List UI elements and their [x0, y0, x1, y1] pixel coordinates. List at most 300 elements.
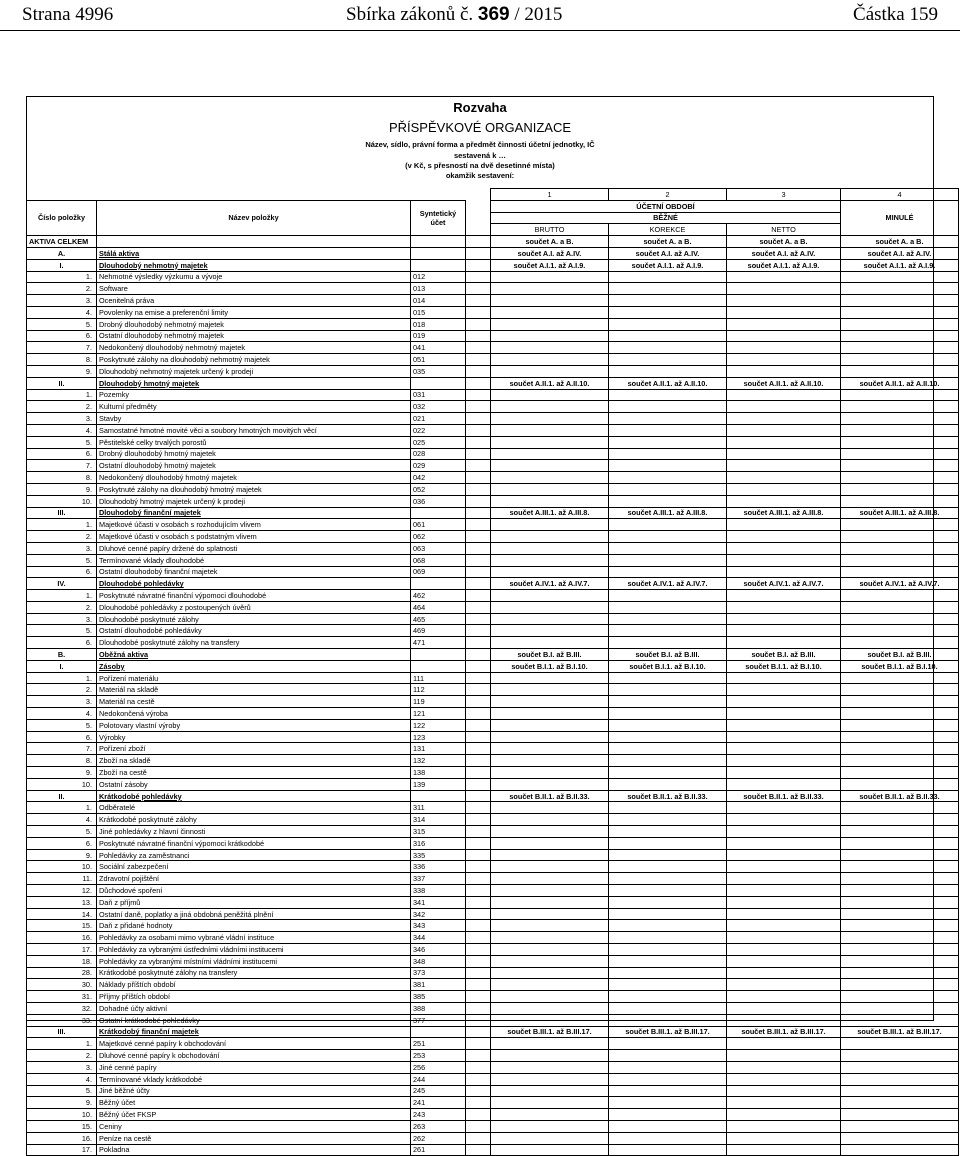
item-row [27, 495, 959, 507]
value-cell: součet B.I. až B.III. [727, 649, 841, 661]
row-account: 337 [411, 873, 466, 885]
row-label: Poskytnuté návratné finanční výpomoci dlouhodobé [97, 590, 411, 602]
item-row [27, 932, 959, 944]
value-cell [841, 873, 959, 885]
value-cell [727, 271, 841, 283]
row-account [411, 790, 466, 802]
value-cell [727, 955, 841, 967]
value-cell [727, 1050, 841, 1062]
value-cell [727, 613, 841, 625]
row-label: Krátkodobé poskytnuté zálohy [97, 814, 411, 826]
value-cell [491, 719, 609, 731]
value-cell [727, 354, 841, 366]
value-cell [727, 460, 841, 472]
row-label: Nedokončený dlouhodobý nehmotný majetek [97, 342, 411, 354]
section-row [27, 377, 959, 389]
row-spacer [466, 920, 491, 932]
row-number: 3. [27, 696, 97, 708]
row-account: 028 [411, 448, 466, 460]
value-cell: součet A.IV.1. až A.IV.7. [609, 578, 727, 590]
value-cell [841, 1085, 959, 1097]
value-cell [841, 908, 959, 920]
value-cell [609, 1144, 727, 1156]
row-spacer [466, 672, 491, 684]
column-number: 1 [491, 189, 609, 201]
row-label: Nehmotné výsledky výzkumu a vývoje [97, 271, 411, 283]
row-account: 262 [411, 1132, 466, 1144]
row-label: Ceniny [97, 1120, 411, 1132]
value-cell [609, 755, 727, 767]
value-cell [491, 519, 609, 531]
issue-number: Částka 159 [853, 4, 938, 25]
value-cell [727, 566, 841, 578]
row-number: 10. [27, 861, 97, 873]
item-row [27, 330, 959, 342]
item-row [27, 755, 959, 767]
row-account: 335 [411, 849, 466, 861]
value-cell [841, 306, 959, 318]
value-cell [727, 448, 841, 460]
value-cell [491, 1073, 609, 1085]
item-row [27, 944, 959, 956]
row-label: Ostatní dlouhodobý finanční majetek [97, 566, 411, 578]
row-spacer [466, 991, 491, 1003]
value-cell: součet A. a B. [609, 236, 727, 248]
row-number: 33. [27, 1014, 97, 1026]
value-cell [609, 495, 727, 507]
row-number: 13. [27, 896, 97, 908]
row-account: 063 [411, 542, 466, 554]
row-spacer [466, 625, 491, 637]
row-spacer [466, 908, 491, 920]
value-cell [727, 365, 841, 377]
row-account: 123 [411, 731, 466, 743]
row-account: 036 [411, 495, 466, 507]
value-cell [491, 814, 609, 826]
row-spacer [466, 566, 491, 578]
row-label: Ocenitelná práva [97, 295, 411, 307]
row-label: Software [97, 283, 411, 295]
value-cell [727, 967, 841, 979]
row-number: 9. [27, 365, 97, 377]
value-cell [841, 1097, 959, 1109]
section-row [27, 660, 959, 672]
value-cell [841, 283, 959, 295]
row-label: Pokladna [97, 1144, 411, 1156]
row-spacer [466, 743, 491, 755]
row-account: 021 [411, 413, 466, 425]
value-cell [491, 495, 609, 507]
row-account: 245 [411, 1085, 466, 1097]
row-number: A. [27, 247, 97, 259]
row-number: 2. [27, 1050, 97, 1062]
row-number: 4. [27, 814, 97, 826]
value-cell [727, 1144, 841, 1156]
row-spacer [466, 507, 491, 519]
row-number: B. [27, 649, 97, 661]
row-account: 471 [411, 637, 466, 649]
value-cell [841, 472, 959, 484]
value-cell: součet A.I.1. až A.I.9. [841, 259, 959, 271]
value-cell [841, 271, 959, 283]
value-cell [727, 1097, 841, 1109]
value-cell [609, 885, 727, 897]
item-row [27, 767, 959, 779]
value-cell [841, 1038, 959, 1050]
row-label: Kulturní předměty [97, 401, 411, 413]
row-number: II. [27, 790, 97, 802]
value-cell [841, 295, 959, 307]
value-cell [491, 967, 609, 979]
row-label: Polotovary vlastní výroby [97, 719, 411, 731]
row-spacer [466, 590, 491, 602]
row-spacer [466, 271, 491, 283]
value-cell [609, 554, 727, 566]
value-cell [841, 920, 959, 932]
value-cell: součet A.III.1. až A.III.8. [727, 507, 841, 519]
row-label: Termínované vklady krátkodobé [97, 1073, 411, 1085]
row-label: Dohadné účty aktivní [97, 1002, 411, 1014]
value-cell [841, 330, 959, 342]
row-number: 1. [27, 802, 97, 814]
value-cell [841, 460, 959, 472]
value-cell [609, 531, 727, 543]
value-cell [609, 566, 727, 578]
value-cell [727, 896, 841, 908]
value-cell: součet A.IV.1. až A.IV.7. [491, 578, 609, 590]
value-cell [727, 1109, 841, 1121]
col-header-korekce: KOREKCE [609, 224, 727, 236]
col-header-current: BĚŽNÉ [491, 212, 841, 224]
row-spacer [466, 1050, 491, 1062]
value-cell [841, 401, 959, 413]
row-spacer [466, 318, 491, 330]
row-account: 012 [411, 271, 466, 283]
value-cell: součet A.I.1. až A.I.9. [609, 259, 727, 271]
value-cell [609, 814, 727, 826]
value-cell [609, 613, 727, 625]
row-spacer [466, 354, 491, 366]
row-account: 112 [411, 684, 466, 696]
row-account: 013 [411, 283, 466, 295]
value-cell [727, 944, 841, 956]
value-cell [841, 519, 959, 531]
value-cell [491, 448, 609, 460]
row-label: Peníze na cestě [97, 1132, 411, 1144]
row-spacer [466, 1120, 491, 1132]
value-cell [609, 1014, 727, 1026]
value-cell [609, 271, 727, 283]
section-row [27, 247, 959, 259]
value-cell [491, 1109, 609, 1121]
row-label: Ostatní zásoby [97, 778, 411, 790]
item-row [27, 708, 959, 720]
item-row [27, 684, 959, 696]
value-cell [491, 295, 609, 307]
value-cell [609, 967, 727, 979]
row-number: 31. [27, 991, 97, 1003]
row-account: 122 [411, 719, 466, 731]
section-row [27, 259, 959, 271]
row-label: Zdravotní pojištění [97, 873, 411, 885]
row-label: Materiál na skladě [97, 684, 411, 696]
value-cell [841, 837, 959, 849]
row-label: Drobný dlouhodobý hmotný majetek [97, 448, 411, 460]
row-account: 338 [411, 885, 466, 897]
item-row [27, 1144, 959, 1156]
row-account: 464 [411, 601, 466, 613]
row-label: Pořízení materiálu [97, 672, 411, 684]
row-spacer [466, 896, 491, 908]
value-cell [491, 731, 609, 743]
row-label: Výrobky [97, 731, 411, 743]
value-cell [491, 354, 609, 366]
item-row [27, 1085, 959, 1097]
item-row [27, 719, 959, 731]
row-number: 9. [27, 483, 97, 495]
item-row [27, 672, 959, 684]
value-cell: součet A.IV.1. až A.IV.7. [841, 578, 959, 590]
row-account: 031 [411, 389, 466, 401]
row-label: Jiné běžné účty [97, 1085, 411, 1097]
row-label: Majetkové účasti v osobách s rozhodujícím vlivem [97, 519, 411, 531]
row-account: 377 [411, 1014, 466, 1026]
value-cell [491, 401, 609, 413]
row-spacer [466, 413, 491, 425]
row-label: Dlouhodobý nehmotný majetek [97, 259, 411, 271]
row-number: 3. [27, 295, 97, 307]
value-cell [609, 731, 727, 743]
row-label: Dlouhodobé poskytnuté zálohy na transfery [97, 637, 411, 649]
row-spacer [466, 306, 491, 318]
row-number: 4. [27, 424, 97, 436]
item-row [27, 566, 959, 578]
value-cell [609, 979, 727, 991]
row-spacer [466, 696, 491, 708]
row-number: 2. [27, 283, 97, 295]
item-row [27, 342, 959, 354]
value-cell [727, 519, 841, 531]
value-cell: součet B.II.1. až B.II.33. [841, 790, 959, 802]
row-account: 062 [411, 531, 466, 543]
row-number: I. [27, 660, 97, 672]
row-account: 069 [411, 566, 466, 578]
row-label: Majetkové cenné papíry k obchodování [97, 1038, 411, 1050]
value-cell [727, 1061, 841, 1073]
value-cell [727, 342, 841, 354]
row-spacer [466, 247, 491, 259]
row-label: Ostatní daně, poplatky a jiná obdobná peněžitá plnění [97, 908, 411, 920]
value-cell: součet A.I.1. až A.I.9. [727, 259, 841, 271]
row-number: 1. [27, 389, 97, 401]
row-number: 6. [27, 731, 97, 743]
value-cell: součet A.I. až A.IV. [491, 247, 609, 259]
item-row [27, 554, 959, 566]
value-cell [609, 778, 727, 790]
row-account: 139 [411, 778, 466, 790]
value-cell [491, 849, 609, 861]
value-cell [841, 896, 959, 908]
row-label: Daň z příjmů [97, 896, 411, 908]
row-spacer [466, 259, 491, 271]
item-row [27, 1132, 959, 1144]
row-number: 16. [27, 1132, 97, 1144]
value-cell [609, 483, 727, 495]
item-row [27, 1109, 959, 1121]
row-number: 15. [27, 1120, 97, 1132]
row-spacer [466, 802, 491, 814]
col-header-name: Název položky [97, 200, 411, 235]
value-cell: součet A.III.1. až A.III.8. [491, 507, 609, 519]
value-cell [609, 767, 727, 779]
row-account: 029 [411, 460, 466, 472]
row-spacer [466, 365, 491, 377]
col-header-number: Číslo položky [27, 200, 97, 235]
row-number: 9. [27, 767, 97, 779]
row-account: 032 [411, 401, 466, 413]
value-cell [841, 542, 959, 554]
value-cell [841, 590, 959, 602]
value-cell [491, 554, 609, 566]
row-label: Poskytnuté návratné finanční výpomoci krátkodobé [97, 837, 411, 849]
collection-title [346, 4, 562, 26]
value-cell [609, 1085, 727, 1097]
row-number: 2. [27, 684, 97, 696]
value-cell: součet A.III.1. až A.III.8. [841, 507, 959, 519]
value-cell: součet A.I. až A.IV. [841, 247, 959, 259]
row-number: 8. [27, 354, 97, 366]
row-spacer [466, 778, 491, 790]
row-number: 4. [27, 708, 97, 720]
value-cell [491, 306, 609, 318]
row-label [97, 236, 411, 248]
row-label: Běžný účet [97, 1097, 411, 1109]
col-header-previous: MINULÉ [841, 200, 959, 235]
value-cell [727, 1085, 841, 1097]
row-account [411, 649, 466, 661]
item-row [27, 991, 959, 1003]
value-cell [609, 283, 727, 295]
row-number: 1. [27, 271, 97, 283]
page-header [0, 0, 960, 30]
row-account [411, 507, 466, 519]
row-number: III. [27, 1026, 97, 1038]
value-cell [609, 708, 727, 720]
column-number-row [27, 189, 959, 201]
row-account: 132 [411, 755, 466, 767]
row-account: 261 [411, 1144, 466, 1156]
row-label: Ostatní dlouhodobý nehmotný majetek [97, 330, 411, 342]
item-row [27, 436, 959, 448]
value-cell [491, 885, 609, 897]
value-cell: součet A.I. až A.IV. [609, 247, 727, 259]
value-cell: součet B.I.1. až B.I.10. [491, 660, 609, 672]
value-cell [609, 873, 727, 885]
row-account: 253 [411, 1050, 466, 1062]
item-row [27, 625, 959, 637]
value-cell [491, 991, 609, 1003]
row-number: 10. [27, 778, 97, 790]
value-cell [609, 401, 727, 413]
value-cell [727, 1132, 841, 1144]
row-number: 5. [27, 625, 97, 637]
value-cell [841, 389, 959, 401]
value-cell [841, 1120, 959, 1132]
value-cell [727, 696, 841, 708]
row-label: Běžný účet FKSP [97, 1109, 411, 1121]
value-cell [727, 495, 841, 507]
item-row [27, 896, 959, 908]
value-cell [727, 932, 841, 944]
value-cell [841, 802, 959, 814]
value-cell [609, 684, 727, 696]
row-spacer [466, 979, 491, 991]
item-row [27, 1050, 959, 1062]
col-header-period: ÚČETNÍ OBDOBÍ [491, 200, 841, 212]
row-number: 7. [27, 743, 97, 755]
item-row [27, 955, 959, 967]
row-spacer [466, 837, 491, 849]
value-cell [609, 1002, 727, 1014]
law-number: 369 [477, 4, 510, 25]
item-row [27, 365, 959, 377]
row-label: Pohledávky za vybranými místními vládními institucemi [97, 955, 411, 967]
value-cell [727, 389, 841, 401]
value-cell [727, 1014, 841, 1026]
row-account: 315 [411, 826, 466, 838]
value-cell [727, 1038, 841, 1050]
value-cell [491, 483, 609, 495]
value-cell [491, 531, 609, 543]
value-cell [841, 826, 959, 838]
row-number: 6. [27, 637, 97, 649]
value-cell [727, 472, 841, 484]
value-cell [841, 531, 959, 543]
value-cell [727, 802, 841, 814]
row-spacer [466, 1085, 491, 1097]
item-row [27, 601, 959, 613]
value-cell: součet B.III.1. až B.III.17. [609, 1026, 727, 1038]
row-number: II. [27, 377, 97, 389]
value-cell [841, 1144, 959, 1156]
value-cell [609, 908, 727, 920]
row-spacer [466, 967, 491, 979]
row-label: Odběratelé [97, 802, 411, 814]
value-cell [841, 944, 959, 956]
row-label: Dlouhodobé pohledávky [97, 578, 411, 590]
row-account: 251 [411, 1038, 466, 1050]
row-label: Zásoby [97, 660, 411, 672]
value-cell [609, 1073, 727, 1085]
value-cell [727, 424, 841, 436]
item-row [27, 908, 959, 920]
value-cell: součet B.I.1. až B.I.10. [609, 660, 727, 672]
row-account: 025 [411, 436, 466, 448]
item-row [27, 1014, 959, 1026]
row-number: 10. [27, 1109, 97, 1121]
row-spacer [466, 578, 491, 590]
value-cell: součet A.IV.1. až A.IV.7. [727, 578, 841, 590]
row-label: Příjmy příštích období [97, 991, 411, 1003]
row-account: 052 [411, 483, 466, 495]
row-spacer [466, 719, 491, 731]
value-cell [727, 601, 841, 613]
value-cell: součet B.I. až B.III. [609, 649, 727, 661]
row-account [411, 660, 466, 672]
row-spacer [466, 1026, 491, 1038]
row-spacer [466, 389, 491, 401]
value-cell [841, 814, 959, 826]
